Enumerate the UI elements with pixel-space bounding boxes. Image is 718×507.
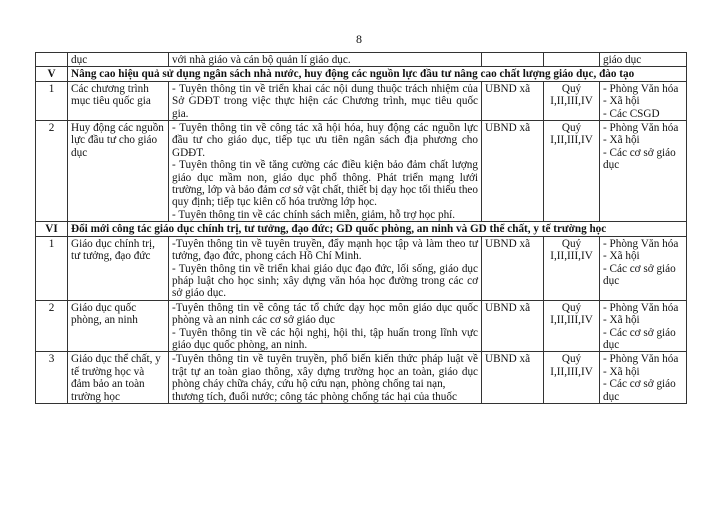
table-row — [36, 121, 687, 222]
time: Quý I,II,III,IV — [544, 352, 600, 404]
agency: UBND xã — [482, 300, 544, 352]
table-row — [36, 236, 687, 300]
section-title: Đổi mới công tác giáo dục chính trị, tư tưởng, đạo đức; GD quốc phòng, an ninh và GD thể chất, y tế trường học — [68, 222, 687, 236]
section-row — [36, 67, 687, 81]
task-name: Các chương trình mục tiêu quốc gia — [68, 81, 169, 120]
content-paragraph: - Tuyên thông tin về các hội nghị, hội thi, tập huấn trong lĩnh vực giáo dục quốc phòng, an ninh. — [172, 326, 478, 351]
coordinator-line: - Các CSGD — [603, 107, 660, 120]
coordinator — [600, 352, 687, 404]
coordinator-line: - Các cơ sở giáo dục — [603, 378, 676, 403]
section-number: VI — [36, 222, 68, 236]
row-number: 2 — [36, 300, 68, 352]
table-row — [36, 81, 687, 120]
content-paragraph: - Tuyên thông tin về công tác xã hội hóa, huy động các nguồn lực đầu tư cho giáo dục, tiếp tục ưu tiên ngân sách địa phương cho GDĐT. — [172, 122, 478, 159]
content-paragraph: -Tuyên thông tin về tuyên truyền, phổ biến kiến thức pháp luật về trật tự an toàn giao thông, xây dựng trường học an toàn, giáo dục phòng cháy chữa cháy, cứu hộ cứu nạn, phòng chống tai nạn, — [172, 353, 478, 391]
coordinator — [600, 236, 687, 300]
time: Quý I,II,III,IV — [544, 300, 600, 352]
coordinator-line: - Các cơ sở giáo dục — [603, 146, 676, 172]
time: Quý I,II,III,IV — [544, 121, 600, 222]
content-paragraph: -Tuyên thông tin về công tác tổ chức dạy học môn giáo dục quốc phòng và an ninh các cơ sở giáo dục — [172, 301, 478, 327]
row-number: 1 — [36, 236, 68, 300]
plan-table — [35, 52, 687, 404]
coordinator-line: - Phòng Văn hóa - Xã hội — [603, 237, 679, 263]
task-content: với nhà giáo và cán bộ quản lí giáo dục. — [169, 53, 482, 67]
time — [544, 53, 600, 67]
content-paragraph: - Tuyên thông tin về tăng cường các điều kiện bảo đảm chất lượng giáo dục mầm non, giáo dục phổ thông. Phát triển mạng lưới trường, lớp và bảo đảm cơ sở vật chất, thiết bị dạy học tối thiểu theo quy định; tiếp tục kiên cố hóa trường lớp học. — [172, 159, 478, 209]
table-row — [36, 53, 687, 67]
agency — [482, 53, 544, 67]
task-name: Giáo dục quốc phòng, an ninh — [68, 300, 169, 352]
task-content — [169, 352, 482, 404]
section-row — [36, 222, 687, 236]
agency: UBND xã — [482, 121, 544, 222]
row-number: 1 — [36, 81, 68, 120]
coordinator-line: - Phòng Văn hóa - Xã hội — [603, 82, 679, 108]
content-paragraph: - Tuyên thông tin về triển khai các nội dung thuộc trách nhiệm của Sở GDĐT trong việc thực hiện các Chương trình, mục tiêu quốc gia. — [172, 82, 478, 120]
content-paragraph: - Tuyên thông tin về triển khai giáo dục đạo đức, lối sống, giáo dục pháp luật cho học sinh; xây dựng văn hóa học đường trong các cơ sở giáo dục. — [172, 262, 478, 300]
section-title: Nâng cao hiệu quả sử dụng ngân sách nhà nước, huy động các nguồn lực đầu tư nâng cao chất lượng giáo dục, đào tạo — [68, 67, 687, 81]
row-number — [36, 53, 68, 67]
section-number: V — [36, 67, 68, 81]
task-name: Giáo dục chính trị, tư tưởng, đạo đức — [68, 236, 169, 300]
coordinator — [600, 300, 687, 352]
agency: UBND xã — [482, 81, 544, 120]
coordinator-line: - Các cơ sở giáo dục — [603, 262, 676, 287]
task-name: Giáo dục thể chất, y tế trường học và đảm bảo an toàn trường học — [68, 352, 169, 404]
task-name: Huy động các nguồn lực đầu tư cho giáo dục — [68, 121, 169, 222]
task-name: dục — [68, 53, 169, 67]
coordinator-line: - Phòng Văn hóa - Xã hội — [603, 122, 679, 147]
task-content — [169, 81, 482, 120]
page-number: 8 — [356, 32, 362, 46]
coordinator — [600, 121, 687, 222]
coordinator-line: - Phòng Văn hóa - Xã hội — [603, 301, 679, 327]
agency: UBND xã — [482, 236, 544, 300]
content-paragraph: -Tuyên thông tin về tuyên truyền, đẩy mạnh học tập và làm theo tư tưởng, đạo đức, phong cách Hồ Chí Minh. — [172, 237, 478, 263]
row-number: 2 — [36, 121, 68, 222]
coordinator — [600, 81, 687, 120]
coordinator-line: - Các cơ sở giáo dục — [603, 326, 676, 351]
content-paragraph: thương tích, đuối nước; công tác phòng chống tác hại của thuốc — [172, 390, 457, 403]
table-row — [36, 352, 687, 404]
agency: UBND xã — [482, 352, 544, 404]
time: Quý I,II,III,IV — [544, 81, 600, 120]
coordinator-line: - Phòng Văn hóa - Xã hội — [603, 353, 679, 378]
task-content — [169, 121, 482, 222]
task-content — [169, 236, 482, 300]
time: Quý I,II,III,IV — [544, 236, 600, 300]
task-content — [169, 300, 482, 352]
row-number: 3 — [36, 352, 68, 404]
table-row — [36, 300, 687, 352]
coordinator: giáo dục — [600, 53, 687, 67]
content-paragraph: - Tuyên thông tin về các chính sách miễn, giảm, hỗ trợ học phí. — [172, 208, 456, 221]
